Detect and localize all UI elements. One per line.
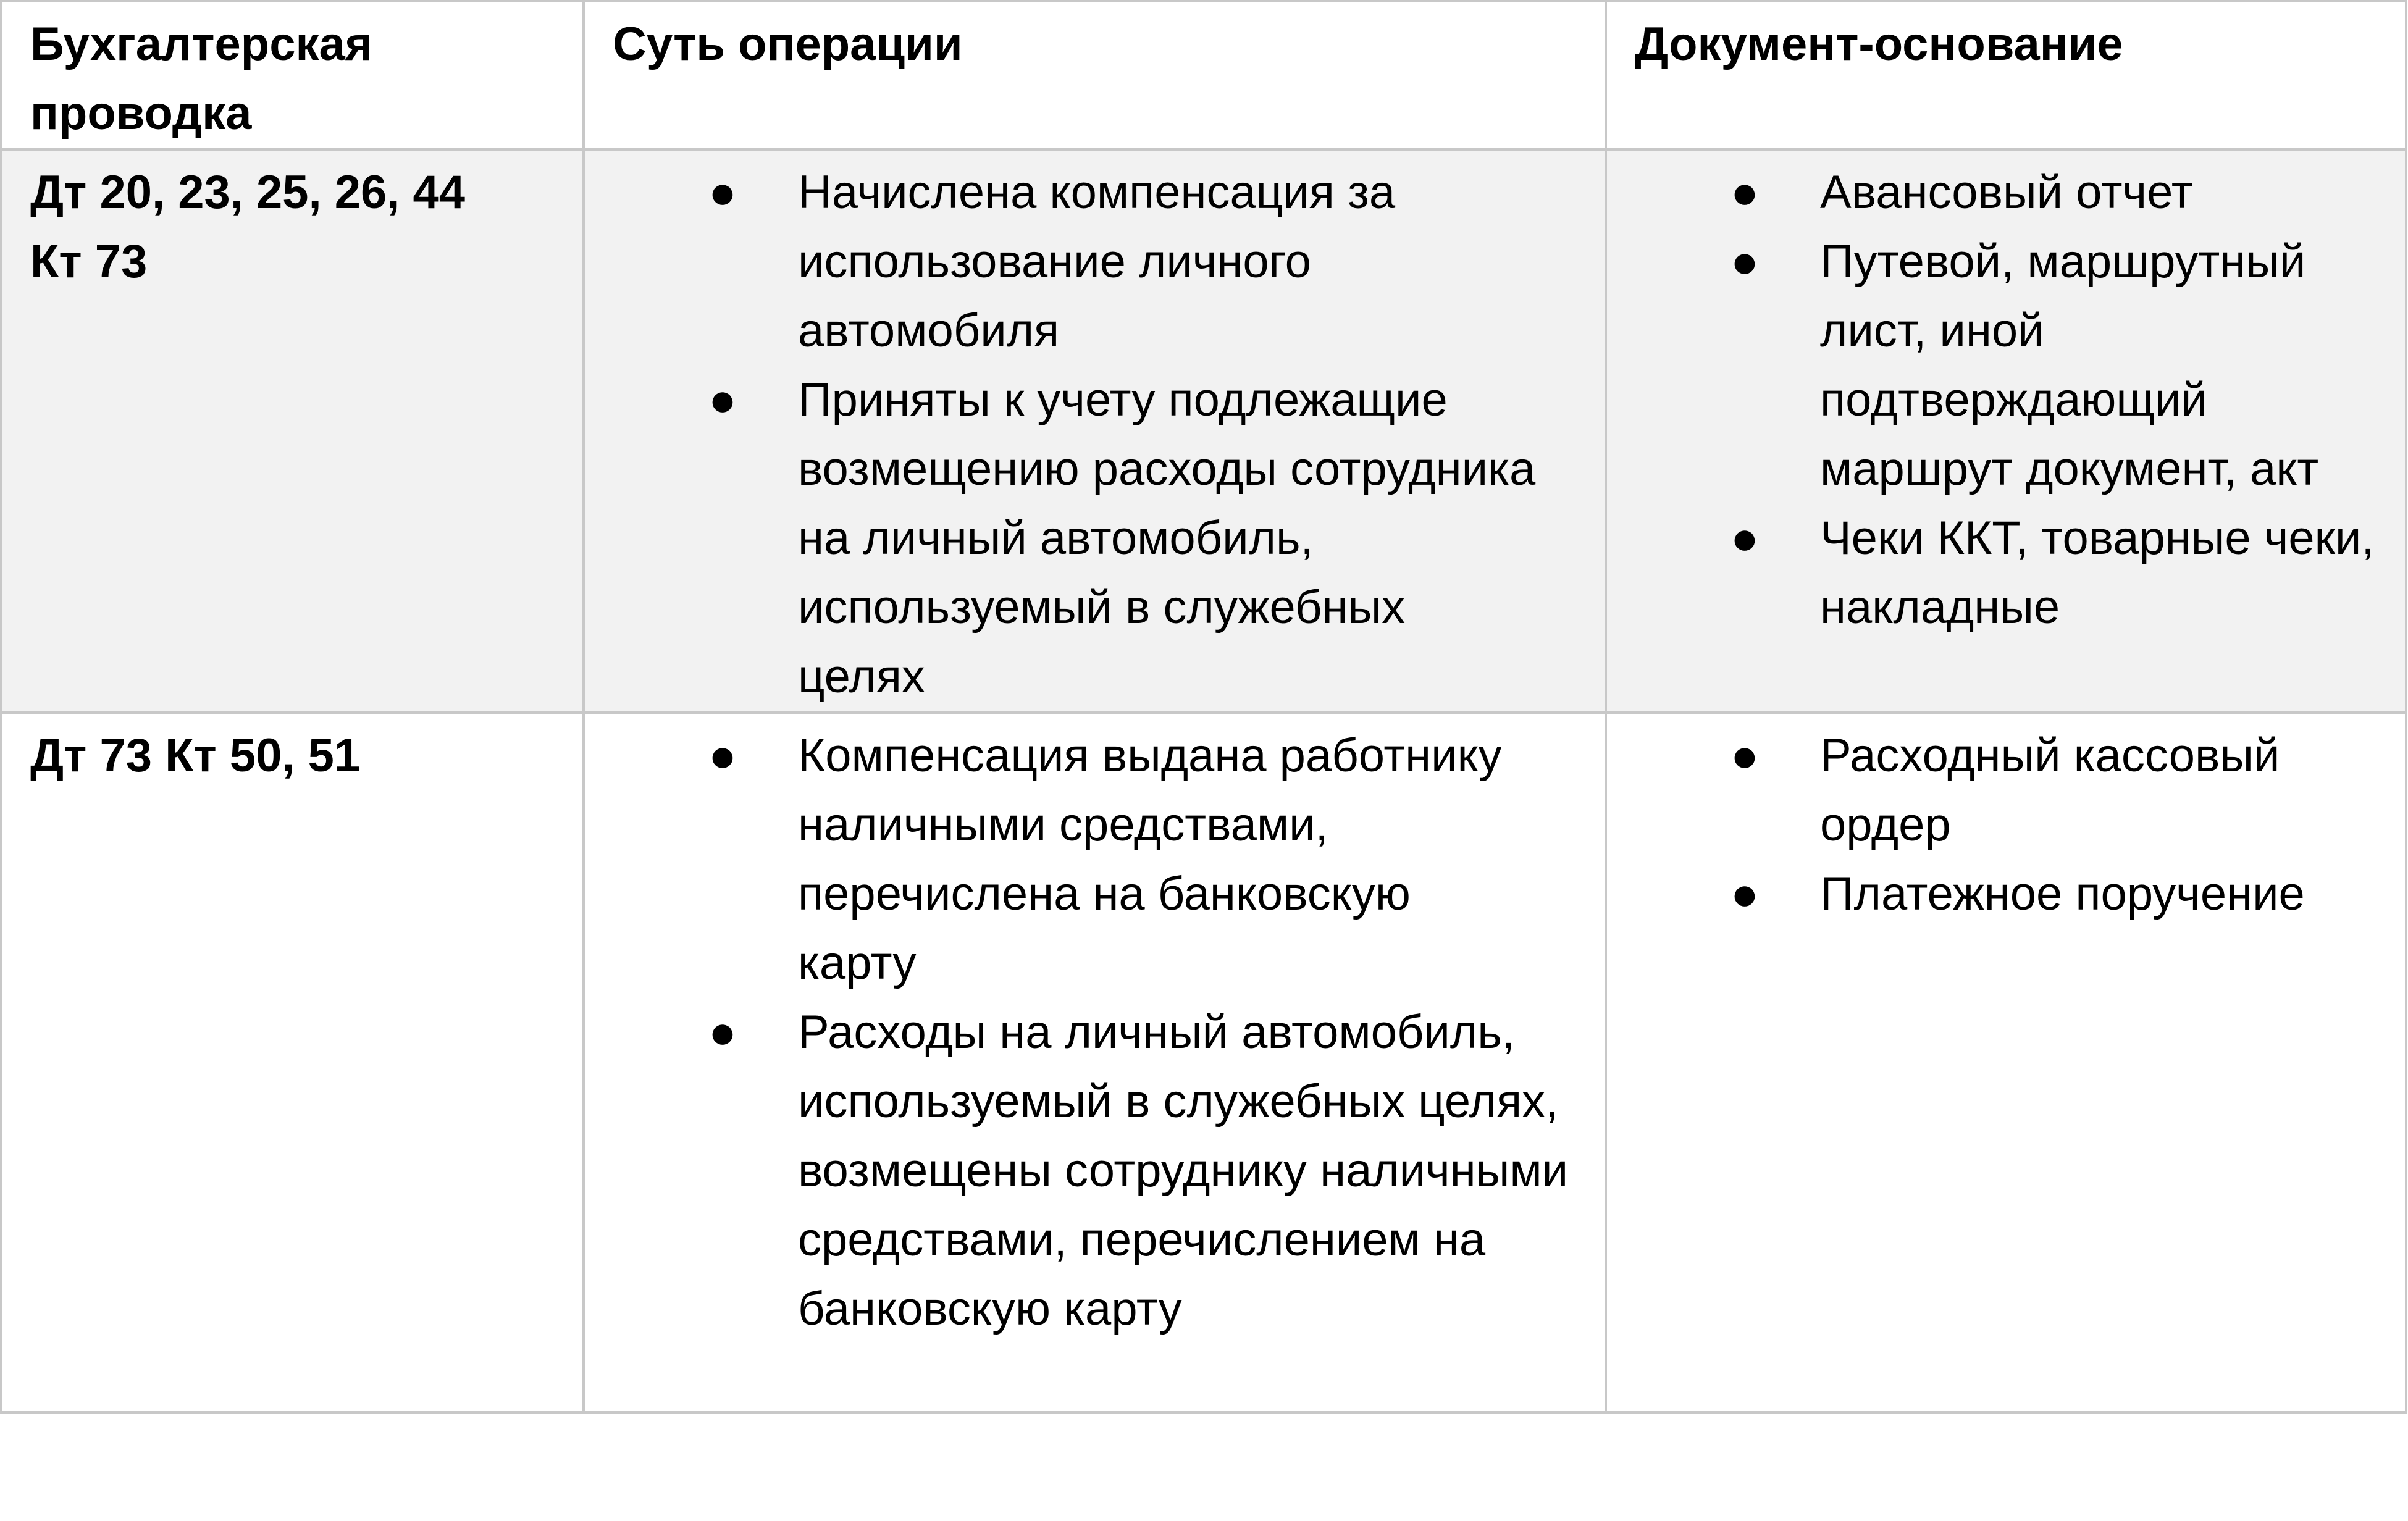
document-text: Авансовый отчет — [1820, 166, 2193, 219]
operations-cell — [584, 149, 1606, 713]
list-item — [585, 721, 1586, 998]
documents-list — [1607, 714, 2405, 929]
list-item — [585, 158, 1586, 366]
header-cell-documents — [1606, 1, 2406, 149]
operation-text: Приняты к учету подлежащие возмещению расходы сотрудника на личный автомобиль, используемый в служебных целях — [798, 374, 1536, 703]
operations-list — [585, 151, 1605, 711]
operations-list — [585, 714, 1605, 1344]
document-text: Расходный кассовый ордер — [1820, 729, 2280, 851]
documents-cell — [1606, 149, 2406, 713]
list-item — [585, 998, 1586, 1344]
list-item — [1607, 158, 2386, 227]
list-item — [1607, 721, 2386, 860]
bullet-icon: ● — [708, 166, 737, 219]
header-cell-operation — [584, 1, 1606, 149]
bullet-icon: ● — [1730, 512, 1759, 564]
bullet-icon: ● — [708, 1006, 737, 1058]
table-row — [1, 713, 2406, 1412]
accounting-entry: Дт 20, 23, 25, 26, 44 Кт 73 — [30, 166, 466, 288]
document-text: Платежное поручение — [1820, 868, 2305, 920]
list-item — [585, 366, 1586, 711]
bullet-icon: ● — [1730, 235, 1759, 288]
header-operation-label: Суть операции — [613, 18, 963, 70]
bullet-icon: ● — [1730, 729, 1759, 782]
document-text: Путевой, маршрутный лист, иной подтверждающий маршрут документ, акт — [1820, 235, 2319, 495]
header-documents-label: Документ-основание — [1635, 18, 2123, 70]
bullet-icon: ● — [1730, 166, 1759, 219]
table-header-row — [1, 1, 2406, 149]
operation-text: Расходы на личный автомобиль, используемый в служебных целях, возмещены сотруднику наличными средствами, перечислением на банковскую карту — [798, 1006, 1569, 1335]
list-item — [1607, 860, 2386, 929]
list-item — [1607, 227, 2386, 504]
entry-cell — [1, 713, 584, 1412]
list-item — [1607, 504, 2386, 642]
header-cell-entry — [1, 1, 584, 149]
accounting-entry: Дт 73 Кт 50, 51 — [30, 729, 361, 782]
documents-list — [1607, 151, 2405, 642]
table-row — [1, 149, 2406, 713]
operation-text: Начислена компенсация за использование личного автомобиля — [798, 166, 1396, 357]
header-entry-label: Бухгалтерская проводка — [30, 18, 373, 140]
entry-cell — [1, 149, 584, 713]
documents-cell — [1606, 713, 2406, 1412]
bullet-icon: ● — [708, 729, 737, 782]
bullet-icon: ● — [708, 374, 737, 426]
document-text: Чеки ККТ, товарные чеки, накладные — [1820, 512, 2375, 634]
operations-cell — [584, 713, 1606, 1412]
operation-text: Компенсация выдана работнику наличными средствами, перечислена на банковскую карту — [798, 729, 1502, 989]
bullet-icon: ● — [1730, 868, 1759, 920]
